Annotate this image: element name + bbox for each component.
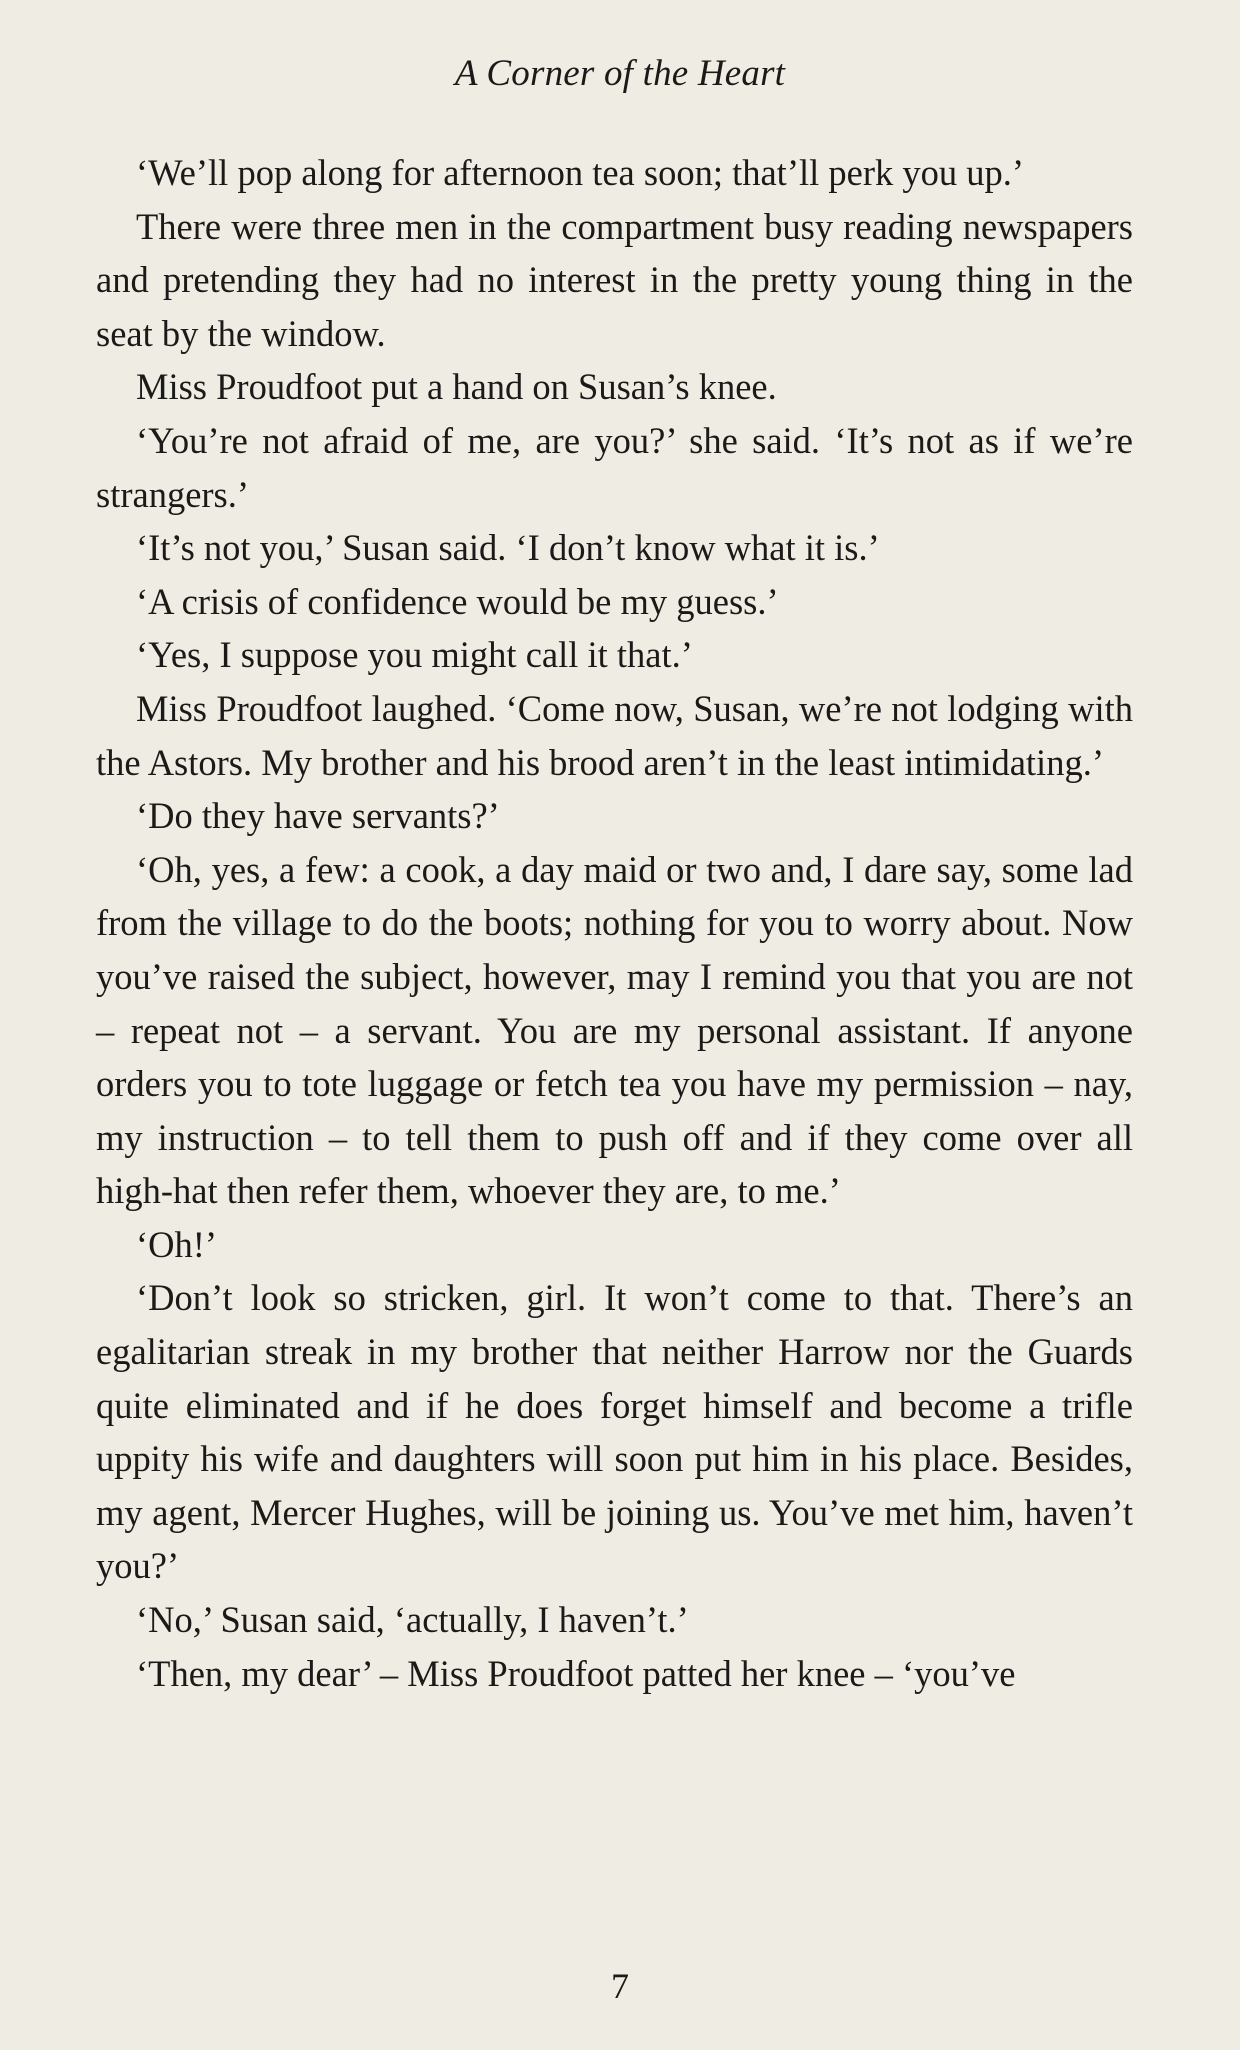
running-head: A Corner of the Heart [454,53,786,94]
paragraph: ‘Don’t look so stricken, girl. It won’t come to that. There’s an egalitarian streak in my brother that neither Harrow nor the Guards quite eliminated and if he does forget himself and become a trifle uppity his wife and daughters will soon put him in his place. Besides, my agent, Mercer Hughes, will be joining us. You’ve met him, haven’t you?’ [96,1277,1133,1587]
paragraph: ‘You’re not afraid of me, are you?’ she said. ‘It’s not as if we’re strangers.’ [96,419,1133,515]
paragraph: ‘Then, my dear’ – Miss Proudfoot patted her knee – ‘you’ve [136,1652,1016,1694]
paragraph: ‘We’ll pop along for afternoon tea soon; that’ll perk you up.’ [136,152,1025,193]
paragraph: ‘Do they have servants?’ [136,795,500,837]
paragraph: ‘No,’ Susan said, ‘actually, I haven’t.’ [136,1599,689,1641]
paragraph: Miss Proudfoot laughed. ‘Come now, Susan, we’re not lodging with the Astors. My brother and his brood aren’t in the least intimidating.’ [96,687,1133,783]
page-number: 7 [611,1966,629,2006]
paragraph: ‘Oh!’ [136,1223,218,1265]
paragraph: ‘It’s not you,’ Susan said. ‘I don’t know what it is.’ [136,527,880,569]
paragraph: Miss Proudfoot put a hand on Susan’s knee. [136,366,777,408]
body-text [96,146,1133,1700]
paragraph: ‘A crisis of confidence would be my guess.’ [136,580,779,622]
paragraph: ‘Yes, I suppose you might call it that.’ [136,634,693,676]
paragraph: There were three men in the compartment busy reading newspapers and pretending they had no interest in the pretty young thing in the seat by the window. [96,205,1133,354]
paragraph: ‘Oh, yes, a few: a cook, a day maid or two and, I dare say, some lad from the village to do the boots; nothing for you to worry about. Now you’ve raised the subject, however, may I remind you that you are not – repeat not – a servant. You are my personal assistant. If anyone orders you to tote luggage or fetch tea you have my permission – nay, my instruction – to tell them to push off and if they come over all high-hat then refer them, whoever they are, to me.’ [96,848,1133,1212]
